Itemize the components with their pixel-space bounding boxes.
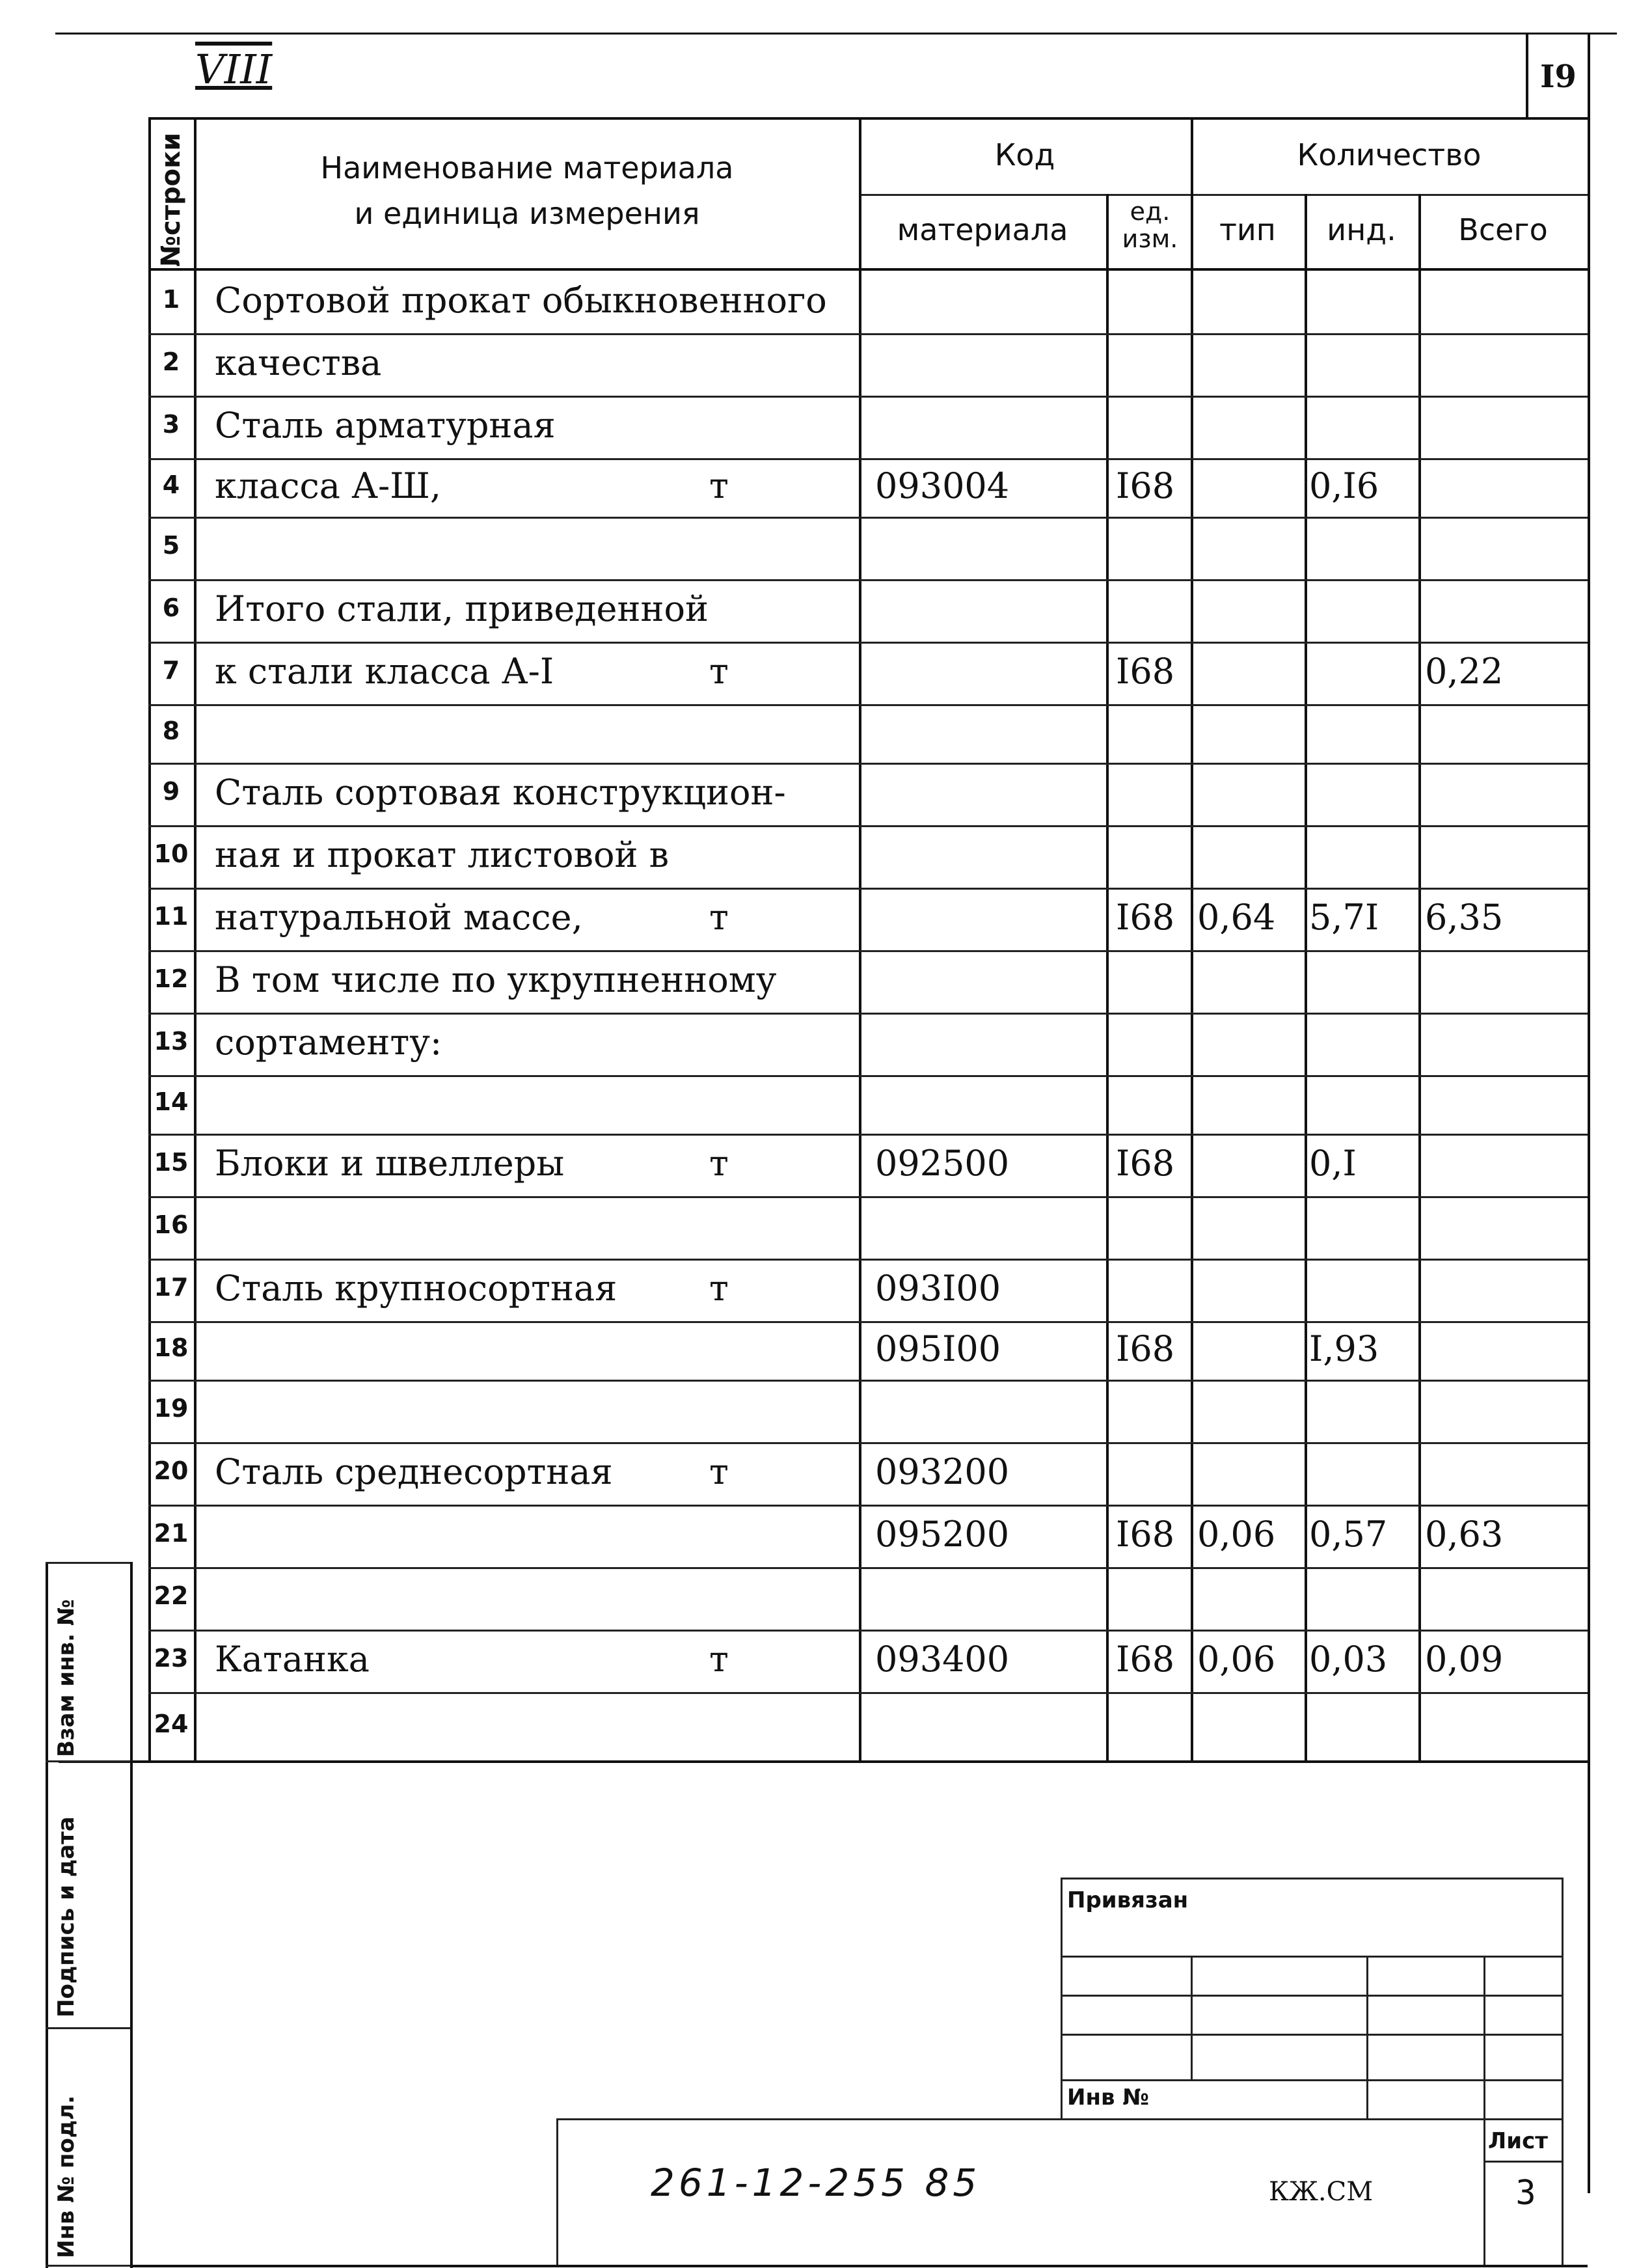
title-block-top [556,2118,1562,2120]
row-number: 10 [154,840,189,868]
row-number: 1 [162,285,180,314]
unit-mark: т [709,651,729,692]
row-separator [148,1075,1588,1077]
stamp-list-label: Лист [1488,2128,1548,2154]
side-line-1 [46,1562,130,1564]
table-top-line [148,117,1588,120]
row-number: 24 [154,1709,189,1738]
side-line-3 [46,2027,130,2029]
stamp-top-line [1061,1878,1562,1879]
row-number: 5 [162,531,180,560]
row-number: 17 [154,1273,189,1302]
material-code: 093004 [875,465,1010,506]
row-number: 13 [154,1027,189,1056]
top-border [55,33,1617,34]
header-quantity: Количество [1297,137,1482,172]
right-border [1588,33,1590,2193]
page-bottom-line [130,2265,1588,2267]
qty-ind: 0,I6 [1309,465,1379,506]
col-line-name [859,117,861,1760]
row-separator [148,1259,1588,1261]
row-separator [148,1567,1588,1569]
row-separator [148,704,1588,706]
row-separator [148,1505,1588,1507]
row-number: 22 [154,1581,189,1610]
row-number: 9 [162,777,180,806]
doc-code: КЖ.СМ [1269,2177,1374,2207]
qty-total: 0,22 [1425,651,1504,692]
header-name-line1: Наименование материала [320,150,734,185]
stamp-col-line-1 [1191,1956,1193,2079]
material-name: Катанка [215,1639,370,1680]
row-number: 3 [162,410,180,439]
qty-type: 0,64 [1197,897,1276,938]
material-name: Сталь крупносортная [215,1268,617,1309]
row-number: 7 [162,656,180,685]
stamp-row-line-4 [1061,2079,1562,2081]
stamp-col-line-3 [1483,1956,1485,2265]
row-separator [148,1380,1588,1382]
row-number: 6 [162,594,180,622]
row-separator [148,825,1588,827]
side-vzam-label: Взам инв. № [53,1599,79,1757]
row-separator [148,1196,1588,1198]
material-code: 093200 [875,1451,1010,1492]
list-box-line [1483,2161,1562,2163]
qty-ind: 0,I [1309,1143,1357,1184]
header-mid-line [859,194,1588,196]
row-separator [148,458,1588,460]
material-code: 093400 [875,1639,1010,1680]
header-name-line2: и единица измерения [354,196,700,231]
qty-ind: 0,03 [1309,1639,1388,1680]
side-column-right [130,1562,133,2268]
unit-mark: т [709,1639,729,1680]
unit-mark: т [709,465,729,506]
header-bottom-line [148,268,1588,271]
stamp-row-line-1 [1061,1956,1562,1958]
header-code: Код [994,137,1055,172]
row-number: 2 [162,348,180,376]
header-qty-ind: инд. [1327,212,1396,247]
col-line-tip [1305,194,1307,1760]
qty-type: 0,06 [1197,1514,1276,1555]
row-number: 20 [154,1456,189,1485]
qty-ind: I,93 [1309,1328,1379,1369]
material-name: качества [215,342,382,383]
material-code: 095I00 [875,1328,1001,1369]
sheet-number: I9 [1540,59,1577,95]
row-number: 16 [154,1210,189,1239]
row-number: 19 [154,1394,189,1423]
material-code: 092500 [875,1143,1010,1184]
title-block-left [556,2118,558,2265]
stamp-row-line-2 [1061,1995,1562,1997]
stamp-left-line [1061,1878,1063,2118]
material-name: класса А-Ш, [215,465,442,506]
row-separator [148,1134,1588,1136]
row-number: 23 [154,1644,189,1673]
material-name: сортаменту: [215,1022,442,1063]
qty-ind: 0,57 [1309,1514,1388,1555]
stamp-row-line-3 [1061,2034,1562,2036]
col-line-code [1106,194,1109,1760]
stamp-inv-no: Инв № [1067,2084,1150,2111]
qty-total: 6,35 [1425,897,1504,938]
row-separator [148,333,1588,335]
row-separator [148,1692,1588,1694]
row-number: 8 [162,717,180,745]
side-line-2 [46,1760,130,1762]
unit-mark: т [709,1268,729,1309]
row-separator [148,1013,1588,1015]
col-line-ind [1418,194,1421,1760]
side-column-left [46,1562,48,2268]
material-code: 095200 [875,1514,1010,1555]
row-number: 18 [154,1333,189,1362]
row-separator [148,1321,1588,1323]
stamp-col-line-2 [1366,1956,1368,2118]
qty-total: 0,63 [1425,1514,1504,1555]
unit-mark: т [709,897,729,938]
unit-code: I68 [1116,1514,1175,1555]
row-separator [148,888,1588,890]
doc-number: 261-12-255 85 [651,2161,981,2205]
row-number: 12 [154,964,189,993]
material-name: Блоки и швеллеры [215,1143,565,1184]
material-name: Сталь арматурная [215,405,556,446]
row-separator [148,1442,1588,1444]
sheet-number-box-left [1526,33,1528,117]
row-separator [148,396,1588,398]
material-name: Сталь сортовая конструкцион- [215,772,786,813]
row-separator [148,579,1588,581]
row-number: 11 [154,902,189,931]
unit-mark: т [709,1143,729,1184]
material-name: Сталь среднесортная [215,1451,613,1492]
side-line-4 [46,2265,130,2267]
roman-numeral: VIII [195,46,273,93]
row-separator [148,517,1588,519]
material-code: 093I00 [875,1268,1001,1309]
row-separator [148,1630,1588,1632]
qty-type: 0,06 [1197,1639,1276,1680]
col-line-unit [1191,117,1193,1760]
row-number: 15 [154,1148,189,1177]
header-code-unit: ед. изм. [1122,197,1178,253]
row-number: 4 [162,471,180,499]
qty-total: 0,09 [1425,1639,1504,1680]
material-name: В том числе по укрупненному [215,959,777,1000]
row-separator [148,642,1588,644]
row-separator [148,763,1588,765]
side-podpis-label: Подпись и дата [53,1816,79,2017]
stamp-privyazan: Привязан [1067,1887,1189,1913]
row-separator [148,950,1588,952]
unit-code: I68 [1116,1328,1175,1369]
stamp-right-line [1562,1878,1564,2265]
side-inv-podl-label: Инв № подл. [53,2095,79,2258]
table-bottom-line [59,1760,1588,1763]
row-number: 14 [154,1087,189,1116]
qty-ind: 5,7I [1309,897,1379,938]
unit-code: I68 [1116,465,1175,506]
col-line-num [194,117,196,1760]
material-name: Сортовой прокат обыкновенного [215,280,827,321]
unit-code: I68 [1116,897,1175,938]
row-number: 21 [154,1519,189,1548]
header-qty-type: тип [1219,212,1276,247]
material-name: Итого стали, приведенной [215,588,709,629]
stamp-list-value: 3 [1515,2174,1536,2213]
unit-mark: т [709,1451,729,1492]
unit-code: I68 [1116,1143,1175,1184]
material-name: натуральной массе, [215,897,583,938]
header-row-number: №строки [156,132,186,267]
material-name: к стали класса А-I [215,651,554,692]
material-name: ная и прокат листовой в [215,834,670,875]
unit-code: I68 [1116,651,1175,692]
header-qty-total: Всего [1458,212,1548,247]
unit-code: I68 [1116,1639,1175,1680]
header-code-material: материала [897,212,1068,247]
